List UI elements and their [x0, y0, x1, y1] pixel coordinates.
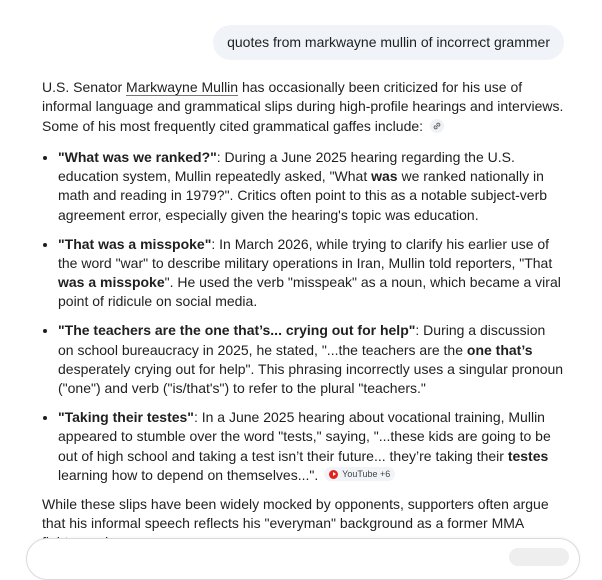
intro-text-rest: has occasionally been criticized for his use of informal language and grammatical slips during high-profile hearings and interviews. Some of his most frequently cited grammatical gaffes include:	[42, 79, 564, 134]
gaffe-text: learning how to depend on themselves...".	[58, 466, 323, 483]
gaffe-title: "What was we ranked?"	[58, 148, 217, 165]
composer-button[interactable]	[509, 548, 569, 566]
list-item	[58, 148, 564, 225]
intro-paragraph	[42, 78, 564, 136]
gaffe-text: we ranked nationally in math and reading in 1979?". Critics often point to this as a notable subject-verb agreement error, especially given the hearing's topic was education.	[58, 168, 548, 223]
closing-paragraph: While these slips have been widely mocked by opponents, supporters often argue that his informal speech reflects his "everyman" background as a former MMA	[42, 495, 549, 531]
list-item	[58, 321, 564, 398]
response-body	[42, 78, 564, 553]
youtube-icon	[329, 470, 338, 479]
message-composer[interactable]	[26, 538, 580, 580]
gaffe-list	[42, 148, 564, 485]
link-icon[interactable]	[430, 119, 444, 133]
gaffe-text: desperately crying out for help". This phrasing incorrectly uses a singular pronoun ("one") and verb ("is/that's") to refer to the plural "teachers."	[58, 360, 564, 397]
source-chip[interactable]	[324, 467, 395, 481]
gaffe-title: "Taking their testes"	[58, 408, 194, 425]
list-item	[58, 235, 564, 312]
gaffe-bold: was a misspoke	[58, 274, 165, 291]
gaffe-title: "That was a misspoke"	[58, 235, 212, 252]
intro-text: U.S. Senator	[42, 79, 127, 95]
gaffe-text: ". He used the verb "misspeak" as a noun, which became a viral point of ridicule on social media.	[58, 274, 561, 310]
user-query-bubble	[213, 25, 564, 60]
gaffe-bold: one that’s	[466, 341, 533, 358]
senator-name-link[interactable]: Markwayne Mullin	[126, 79, 239, 95]
user-query-text: quotes from markwayne mullin of incorrect grammer	[227, 34, 550, 50]
gaffe-bold: testes	[507, 447, 549, 464]
source-label: YouTube +6	[342, 469, 391, 480]
gaffe-text: : During a discussion on school bureaucracy in 2025, he stated, "...the teachers are the	[58, 322, 546, 358]
list-item	[58, 408, 564, 485]
gaffe-bold: was	[371, 168, 398, 185]
gaffe-text: : In a June 2025 hearing about vocational training, Mullin appeared to stumble over the word "tests," saying, "...these kids are going to be out of high school and taking a test isn’t their future... they’re taking their	[58, 408, 551, 464]
gaffe-text: : During a June 2025 hearing regarding the U.S. education system, Mullin repeatedly asked, "What	[58, 148, 515, 185]
gaffe-text: : In March 2026, while trying to clarify his earlier use of the word "war" to describe military operations in Iran, Mullin told reporters, "That	[58, 235, 553, 271]
gaffe-title: "The teachers are the one that’s... crying out for help"	[58, 322, 416, 339]
